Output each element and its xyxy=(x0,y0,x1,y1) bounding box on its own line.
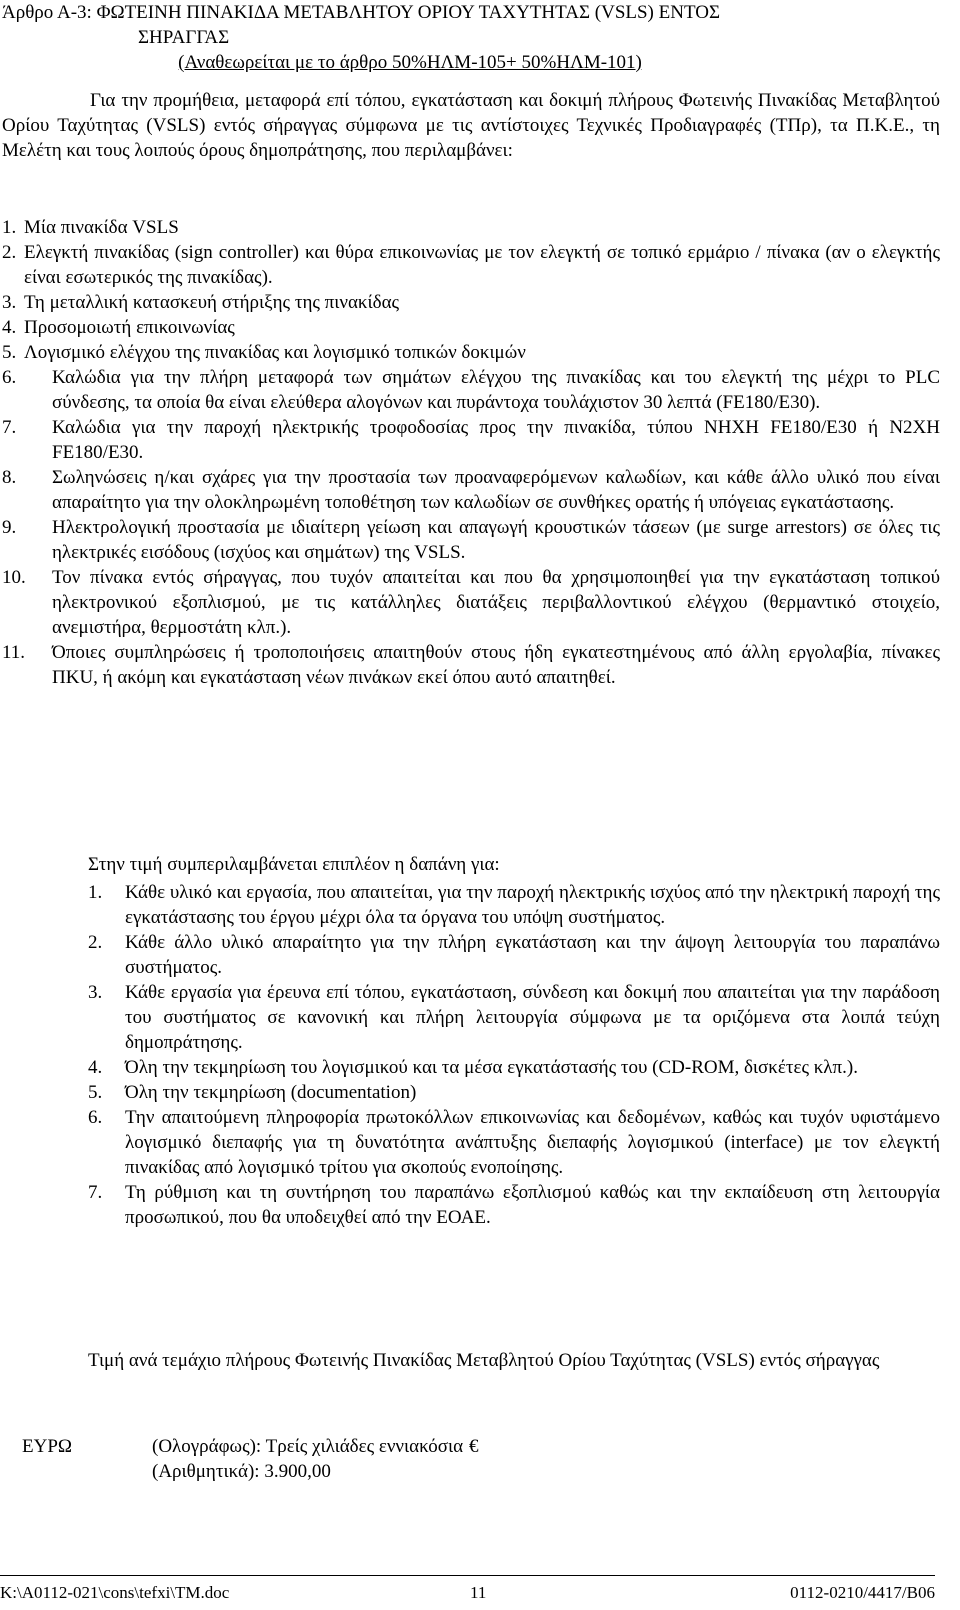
unit-price-description: Τιμή ανά τεμάχιο πλήρους Φωτεινής Πινακίδας Μεταβλητού Ορίου Ταχύτητας (VSLS) εντός σήραγγας xyxy=(88,1350,880,1371)
list-item: 2. Κάθε άλλο υλικό απαραίτητο για την πλήρη εγκατάσταση και την άψογη λειτουργία του παραπάνω συστήματος. xyxy=(88,932,940,978)
list-item: 6. Καλώδια για την πλήρη μεταφορά των σημάτων ελέγχου της πινακίδας και του ελεγκτή της μέχρι το PLC σύνδεσης, τα οποία θα είναι ελεύθερα αλογόνων και πυράντοχα τουλάχιστον 30 λεπτά (FE180/E30). xyxy=(2,367,940,413)
price-in-digits: (Αριθμητικά): 3.900,00 xyxy=(152,1461,331,1482)
list-item: 4. Όλη την τεκμηρίωση του λογισμικού και τα μέσα εγκατάστασής του (CD-ROM, δισκέτες κλπ.). xyxy=(88,1057,858,1078)
list-item: 1. Κάθε υλικό και εργασία, που απαιτείται, για την παροχή ηλεκτρικής ισχύος από την ηλεκτρική παροχή της εγκατάστασης του έργου μέχρι όλα τα όργανα του υπόψη συστήματος. xyxy=(88,882,940,928)
list-item: 1. Μία πινακίδα VSLS xyxy=(2,217,179,238)
list-item: 7. Καλώδια για την παροχή ηλεκτρικής τροφοδοσίας προς την πινακίδα, τύπου NHXH FE180/E30 ή N2XH FE180/E30. xyxy=(2,417,940,463)
footer-file-path: K:\A0112-021\cons\tefxi\TM.doc xyxy=(0,1583,230,1602)
list-item: 3. Τη μεταλλική κατασκευή στήριξης της πινακίδας xyxy=(2,292,400,313)
price-block xyxy=(22,1434,940,1484)
title-line-1: Άρθρο Α-3: ΦΩΤΕΙΝΗ ΠΙΝΑΚΙΔΑ ΜΕΤΑΒΛΗΤΟΥ ΟΡΙΟΥ ΤΑΧΥΤΗΤΑΣ (VSLS) ΕΝΤΟΣ xyxy=(2,2,721,23)
included-items-list xyxy=(2,215,940,690)
price-in-words: (Ολογράφως): Τρείς χιλιάδες εννιακόσια € xyxy=(152,1436,479,1457)
euro-sign: € xyxy=(469,1436,479,1457)
list-item: 10. Τον πίνακα εντός σήραγγας, που τυχόν απαιτείται και που θα χρησιμοποιηθεί για την εγκατάσταση τοπικού ηλεκτρονικού εξοπλισμού, με τις κατάλληλες διατάξεις περιβαλλοντικού ελέγχου (θερμαντικό στοιχείο, ανεμιστήρα, θερμοστάτη κλπ.). xyxy=(2,567,940,638)
currency-label: ΕΥΡΩ xyxy=(22,1436,73,1457)
title-line-2: ΣΗΡΑΓΓΑΣ xyxy=(138,27,230,48)
intro-paragraph: Για την προμήθεια, μεταφορά επί τόπου, εγκατάσταση και δοκιμή πλήρους Φωτεινής Πινακίδας Μεταβλητού Ορίου Ταχύτητας (VSLS) εντός σήραγγας σύμφωνα με τις αντίστοιχες Τεχνικές Προδιαγραφές (ΤΠρ), τα Π.Κ.Ε., τη Μελέτη και τους λοιπούς όρους δημοπράτησης, που περιλαμβάνει: xyxy=(2,90,940,161)
extra-cost-list xyxy=(88,880,940,1230)
list-item: 7. Τη ρύθμιση και τη συντήρηση του παραπάνω εξοπλισμού καθώς και την εκπαίδευση στη λειτουργία προσωπικού, που θα υποδειχθεί από την ΕΟΑΕ. xyxy=(88,1182,940,1228)
list-item: 2. Ελεγκτή πινακίδας (sign controller) και θύρα επικοινωνίας με τον ελεγκτή σε τοπικό ερμάριο / πίνακα (αν ο ελεγκτής είναι εσωτερικός της πινακίδας). xyxy=(2,242,940,288)
extra-cost-label: Στην τιμή συμπεριλαμβάνεται επιπλέον η δαπάνη για: xyxy=(88,854,500,875)
list-item: 4. Προσομοιωτή επικοινωνίας xyxy=(2,317,235,338)
list-item: 6. Την απαιτούμενη πληροφορία πρωτοκόλλων επικοινωνίας και δεδομένων, καθώς και τυχόν υφιστάμενο λογισμικό διεπαφής για τη δυνατότητα ανάπτυξης διεπαφής λογισμικού (interface) με τον ελεγκτή πινακίδας από λογισμικό τρίτου για σκοπούς ενοποίησης. xyxy=(88,1107,940,1178)
list-item: 8. Σωληνώσεις η/και σχάρες για την προστασία των προαναφερόμενων καλωδίων, και κάθε άλλο υλικό που είναι απαραίτητο για την ολοκληρωμένη τοποθέτηση των καλωδίων σε συνθήκες ορατής ή υπόγειας εγκατάστασης. xyxy=(2,467,940,513)
article-title xyxy=(0,0,950,75)
list-item: 5. Όλη την τεκμηρίωση (documentation) xyxy=(88,1082,417,1103)
page-footer xyxy=(0,1580,935,1605)
footer-page-number: 11 xyxy=(470,1583,487,1602)
footer-document-code: 0112-0210/4417/B06 xyxy=(790,1583,935,1602)
price-digits-row xyxy=(22,1459,940,1484)
list-item: 9. Ηλεκτρολογική προστασία με ιδιαίτερη γείωση και απαγωγή κρουστικών τάσεων (με surge arrestors) σε όλες τις ηλεκτρικές εισόδους (ισχύος και σημάτων) της VSLS. xyxy=(2,517,940,563)
title-revision-note: (Αναθεωρείται με το άρθρο 50%ΗΛΜ-105+ 50%ΗΛΜ-101) xyxy=(178,52,642,73)
footer-divider xyxy=(0,1575,935,1576)
list-item: 5. Λογισμικό ελέγχου της πινακίδας και λογισμικό τοπικών δοκιμών xyxy=(2,342,526,363)
list-item: 3. Κάθε εργασία για έρευνα επί τόπου, εγκατάσταση, σύνδεση και δοκιμή που απαιτείται για την παράδοση του συστήματος σε κανονική και πλήρη λειτουργία σύμφωνα με τα οριζόμενα στα λοιπά τεύχη δημοπράτησης. xyxy=(88,982,940,1053)
list-item: 11. Όποιες συμπληρώσεις ή τροποποιήσεις απαιτηθούν στους ήδη εγκατεστημένους από άλλη εργολαβία, πίνακες ΠΚU, ή ακόμη και εγκατάσταση νέων πινάκων εκεί όπου αυτό απαιτηθεί. xyxy=(2,642,940,688)
price-words-row xyxy=(22,1434,940,1459)
